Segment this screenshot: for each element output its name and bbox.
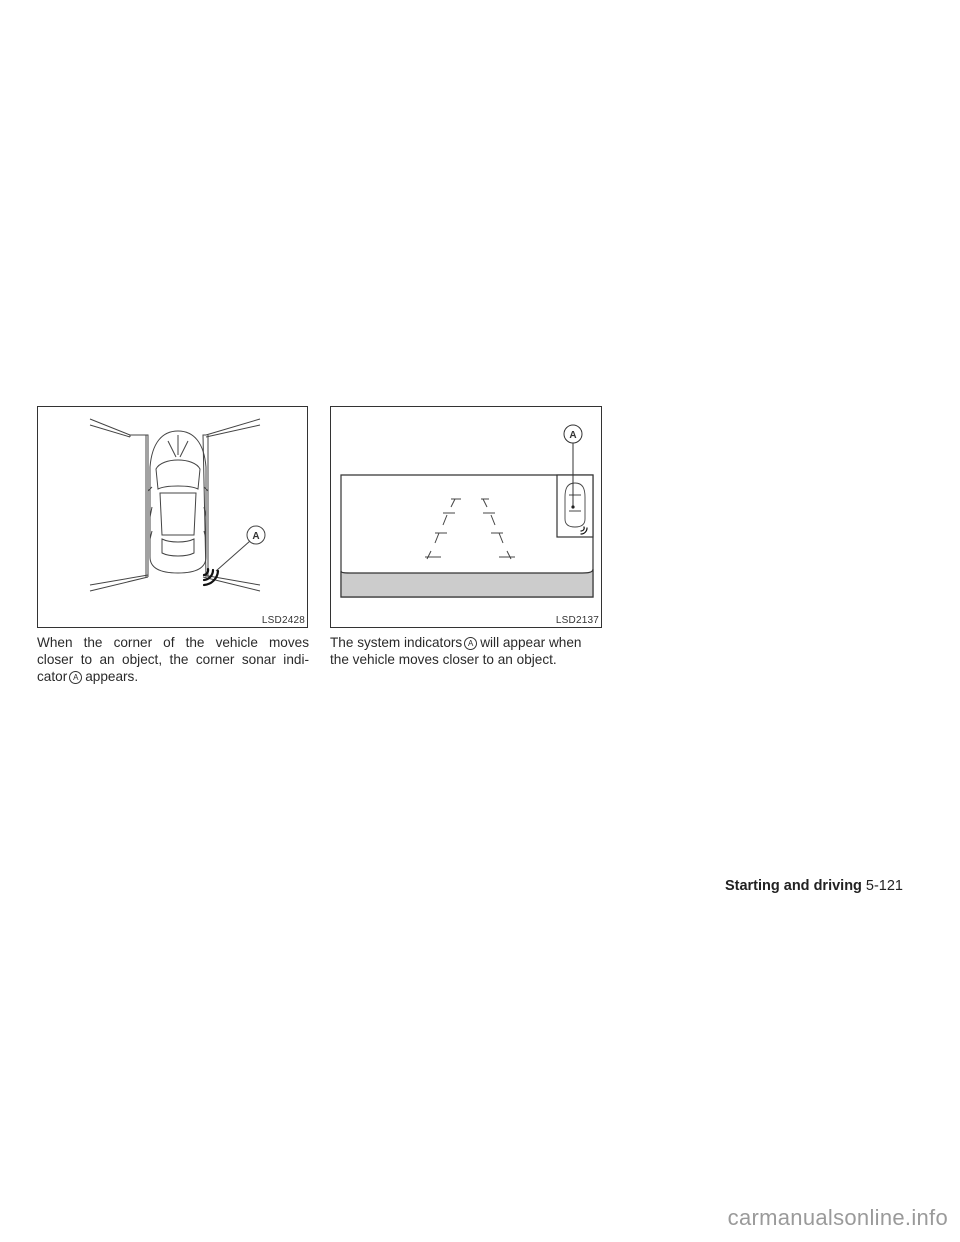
callout-a-icon: A: [464, 637, 477, 650]
figure-system-indicators: [330, 406, 602, 628]
caption-text: The system indicators: [330, 635, 463, 650]
figure-code: LSD2137: [555, 615, 599, 626]
caption-line: [330, 634, 603, 651]
callout-a-icon: A: [69, 671, 82, 684]
watermark: carmanualsonline.info: [727, 1205, 948, 1230]
page-footer: [725, 878, 903, 894]
caption-corner-sonar: [37, 634, 309, 685]
figure-code: LSD2428: [261, 615, 305, 626]
caption-line: closer to an object, the corner sonar indi-: [37, 652, 309, 667]
caption-text: cator: [37, 669, 68, 684]
page-number: 5-121: [865, 878, 903, 894]
caption-system-indicators: [330, 634, 603, 668]
camera-display-illustration: [331, 407, 603, 629]
caption-line: When the corner of the vehicle moves: [37, 635, 309, 650]
caption-line: the vehicle moves closer to an object.: [330, 652, 557, 667]
caption-line: [37, 668, 309, 685]
section-title: Starting and driving: [724, 878, 862, 894]
figure-corner-sonar: [37, 406, 308, 628]
caption-text: appears.: [85, 669, 139, 684]
top-view-vehicle-illustration: [38, 407, 309, 629]
svg-text:A: A: [252, 531, 260, 542]
caption-text: will appear when: [480, 635, 582, 650]
svg-text:A: A: [569, 430, 577, 441]
